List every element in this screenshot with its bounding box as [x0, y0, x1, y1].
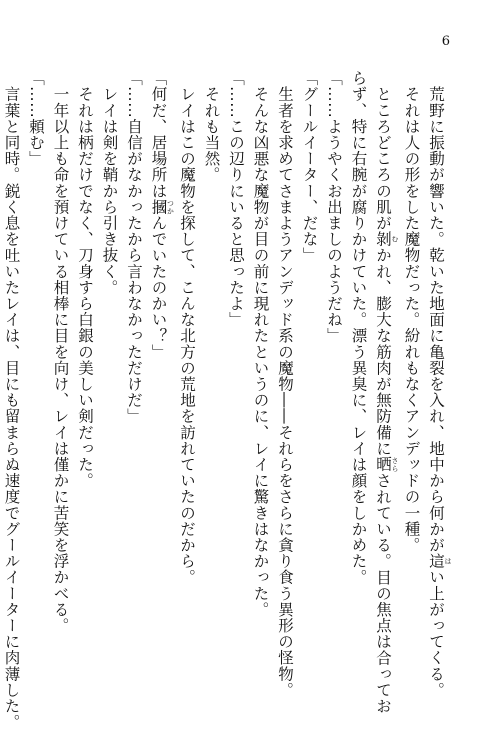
text-line: 一年以上も命を預けている相棒に目を向け、レイは僅かに苦笑を浮かべる。	[51, 70, 70, 634]
furigana: つか	[166, 198, 175, 215]
text-line: 「……頼む」	[27, 70, 45, 167]
text-line: 荒野に振動が響いた。乾いた地面に亀裂を入れ、地中から何かが這 はい上がってくる。	[427, 70, 452, 698]
text-line: それは柄だけでなく、刀身すら白銀の美しい剣だった。	[76, 70, 94, 489]
furigana: さら	[391, 456, 399, 473]
furigana: む	[391, 231, 399, 248]
text-line: 「グールイーター、だな」	[300, 70, 319, 264]
text-line: そんな凶悪な魔物が目の前に現れたというのに、レイに驚きはなかった。	[251, 70, 270, 618]
furigana: は	[444, 553, 452, 570]
text-line: 言葉と同時。鋭く息を吐いたレイは、目にも留まらぬ速度でグールイーターに肉薄した。	[2, 70, 21, 730]
text-line: 「何だ、居場所は摑 つかんでいたのかい？」	[149, 70, 175, 360]
text-line: 生者を求めてさまようアンデッド系の魔物――それらをさらに貪り食う異形の怪物。	[276, 70, 294, 698]
text-line: 「……ようやくお出ましのようだね」	[325, 70, 343, 344]
novel-text-body	[0, 70, 452, 730]
text-line: ところどころの肌が剝 むかれ、膨大な筋肉が無防備に晒 さらされている。目の焦点は合ってお	[374, 70, 399, 715]
text-line: それは人の形をした魔物だった。紛れもなくアンデッドの一種。	[402, 70, 421, 553]
text-line: それも当然。	[202, 70, 221, 183]
text-line: 「……自信がなかったから言わなかっただけだ」	[125, 70, 143, 425]
text-line: らず、特に右腕が腐りかけていた。漂う異臭に、レイは顔をしかめた。	[349, 70, 368, 586]
text-line: レイはこの魔物を探して、こんな北方の荒地を訪れていたのだから。	[178, 70, 196, 586]
text-line: レイは剣を鞘から引き抜く。	[100, 70, 119, 296]
text-line: 「……この辺りにいると思ったよ」	[227, 70, 245, 328]
page-number: 6	[441, 34, 450, 49]
